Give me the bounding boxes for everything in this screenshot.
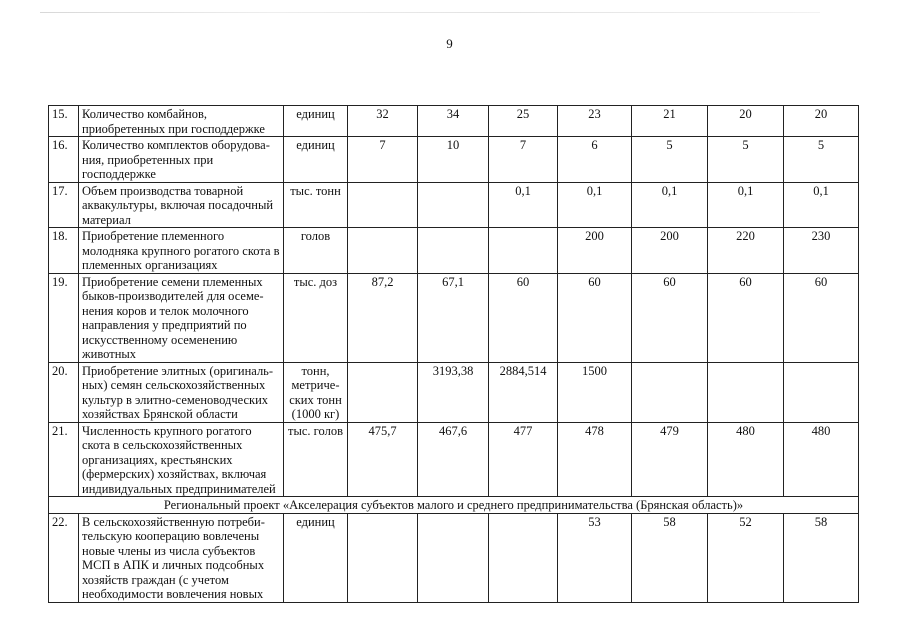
indicator-value: 480 xyxy=(784,422,859,497)
unit-of-measure: тыс. голов xyxy=(284,422,348,497)
indicator-value: 32 xyxy=(348,106,418,137)
indicator-value: 5 xyxy=(784,137,859,183)
table-row xyxy=(49,106,859,137)
indicator-value xyxy=(418,182,489,228)
table-row xyxy=(49,513,859,602)
indicator-value: 2884,514 xyxy=(489,362,558,422)
indicator-value xyxy=(348,182,418,228)
indicator-value: 7 xyxy=(489,137,558,183)
indicator-value: 60 xyxy=(489,273,558,362)
unit-of-measure: единиц xyxy=(284,513,348,602)
unit-of-measure: единиц xyxy=(284,106,348,137)
indicator-value: 21 xyxy=(632,106,708,137)
indicator-value xyxy=(418,513,489,602)
row-number: 19. xyxy=(49,273,79,362)
indicator-value xyxy=(348,513,418,602)
indicator-value: 220 xyxy=(708,228,784,274)
indicator-value: 25 xyxy=(489,106,558,137)
row-number: 16. xyxy=(49,137,79,183)
indicator-name: В сельскохозяйственную потреби-тельскую кооперацию вовлечены новые члены из числа субъектов МСП в АПК и личных подсобных хозяйств граждан (с учетом необходимости вовлечения новых xyxy=(79,513,284,602)
indicator-value: 58 xyxy=(784,513,859,602)
indicator-value: 467,6 xyxy=(418,422,489,497)
row-number: 15. xyxy=(49,106,79,137)
indicator-value: 60 xyxy=(784,273,859,362)
unit-of-measure: тонн, метриче-ских тонн (1000 кг) xyxy=(284,362,348,422)
indicator-value: 0,1 xyxy=(489,182,558,228)
indicator-value xyxy=(489,513,558,602)
indicator-value xyxy=(708,362,784,422)
indicator-value: 200 xyxy=(632,228,708,274)
indicator-name: Приобретение элитных (оригиналь-ных) семян сельскохозяйственных культур в элитно-семеноводческих хозяйствах Брянской области xyxy=(79,362,284,422)
indicator-value: 20 xyxy=(784,106,859,137)
indicator-value: 200 xyxy=(558,228,632,274)
row-number: 22. xyxy=(49,513,79,602)
indicator-value: 477 xyxy=(489,422,558,497)
section-title: Региональный проект «Акселерация субъектов малого и среднего предпринимательства (Брянская область)» xyxy=(49,497,859,514)
indicator-value xyxy=(348,228,418,274)
indicator-value: 475,7 xyxy=(348,422,418,497)
indicator-value: 0,1 xyxy=(558,182,632,228)
indicator-value: 10 xyxy=(418,137,489,183)
table-row xyxy=(49,182,859,228)
indicator-name: Приобретение семени племенных быков-производителей для осеме-нения коров и телок молочного направления у предприятий по искусственному осеменению животных xyxy=(79,273,284,362)
indicator-name: Приобретение племенного молодняка крупного рогатого скота в племенных организациях xyxy=(79,228,284,274)
indicator-value: 34 xyxy=(418,106,489,137)
row-number: 17. xyxy=(49,182,79,228)
table-row xyxy=(49,273,859,362)
indicator-value: 53 xyxy=(558,513,632,602)
indicator-value: 87,2 xyxy=(348,273,418,362)
indicator-value xyxy=(632,362,708,422)
indicators-table xyxy=(48,105,859,603)
unit-of-measure: тыс. тонн xyxy=(284,182,348,228)
indicator-value: 479 xyxy=(632,422,708,497)
table-row xyxy=(49,137,859,183)
unit-of-measure: голов xyxy=(284,228,348,274)
row-number: 21. xyxy=(49,422,79,497)
indicator-value: 60 xyxy=(708,273,784,362)
indicator-value: 0,1 xyxy=(784,182,859,228)
indicator-value: 60 xyxy=(558,273,632,362)
indicator-value: 7 xyxy=(348,137,418,183)
indicator-name: Количество комбайнов, приобретенных при господдержке xyxy=(79,106,284,137)
unit-of-measure: единиц xyxy=(284,137,348,183)
indicator-value: 67,1 xyxy=(418,273,489,362)
row-number: 18. xyxy=(49,228,79,274)
table-row xyxy=(49,228,859,274)
indicator-value xyxy=(489,228,558,274)
table-row xyxy=(49,422,859,497)
indicator-value: 480 xyxy=(708,422,784,497)
indicator-value: 0,1 xyxy=(708,182,784,228)
unit-of-measure: тыс. доз xyxy=(284,273,348,362)
indicator-name: Количество комплектов оборудова-ния, приобретенных при господдержке xyxy=(79,137,284,183)
indicator-value: 0,1 xyxy=(632,182,708,228)
indicator-value: 52 xyxy=(708,513,784,602)
indicator-value xyxy=(784,362,859,422)
indicator-name: Численность крупного рогатого скота в сельскохозяйственных организациях, крестьянских (фермерских) хозяйствах, включая индивидуальных предпринимателей xyxy=(79,422,284,497)
table-row xyxy=(49,362,859,422)
indicator-value: 5 xyxy=(708,137,784,183)
indicator-value: 478 xyxy=(558,422,632,497)
indicator-value: 23 xyxy=(558,106,632,137)
indicator-value: 20 xyxy=(708,106,784,137)
row-number: 20. xyxy=(49,362,79,422)
indicator-value: 1500 xyxy=(558,362,632,422)
indicator-value: 3193,38 xyxy=(418,362,489,422)
scan-artifact-line xyxy=(40,12,820,13)
indicator-value: 230 xyxy=(784,228,859,274)
indicator-value: 6 xyxy=(558,137,632,183)
section-header-row xyxy=(49,497,859,514)
indicator-value xyxy=(348,362,418,422)
indicator-value: 60 xyxy=(632,273,708,362)
page-number: 9 xyxy=(446,36,453,51)
indicator-value xyxy=(418,228,489,274)
indicator-name: Объем производства товарной аквакультуры, включая посадочный материал xyxy=(79,182,284,228)
indicator-value: 5 xyxy=(632,137,708,183)
indicator-value: 58 xyxy=(632,513,708,602)
